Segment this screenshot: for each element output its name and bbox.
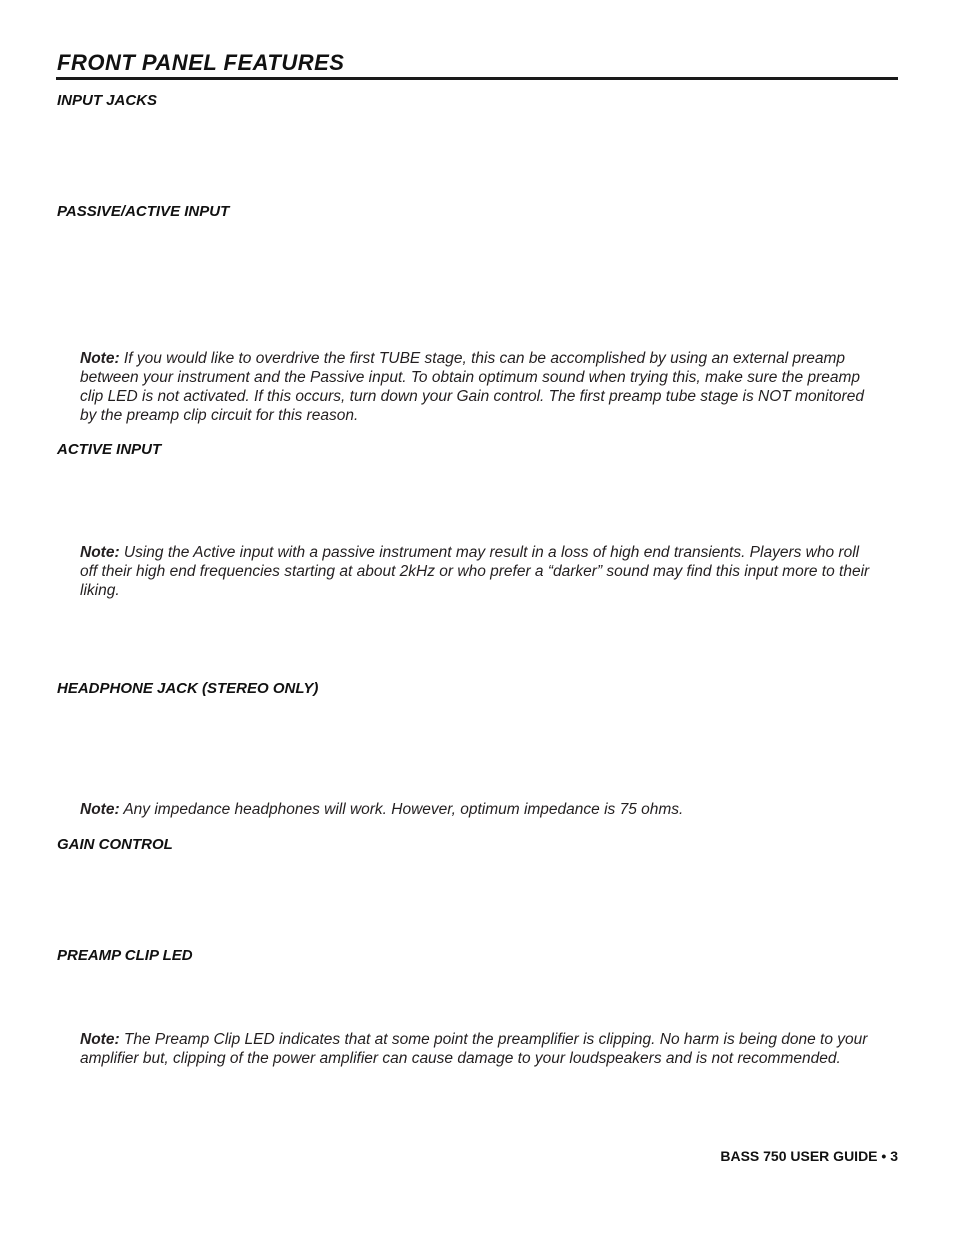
note-active-input (80, 543, 880, 600)
heading-gain-control: GAIN CONTROL (57, 836, 173, 853)
note-text: Any impedance headphones will work. However, optimum impedance is 75 ohms. (119, 801, 684, 818)
note-label: Note: (80, 544, 120, 561)
note-text: The Preamp Clip LED indicates that at some point the preamplifier is clipping. No harm is being done to your amplifier but, clipping of the power amplifier can cause damage to your loudspeakers and is not recommended. (80, 1031, 868, 1067)
heading-preamp-clip-led: PREAMP CLIP LED (57, 947, 193, 964)
note-text: Using the Active input with a passive instrument may result in a loss of high end transients. Players who roll off their high end frequencies starting at about 2kHz or who prefer a “darker” sound may find this input more to their liking. (80, 544, 870, 599)
note-preamp-clip (80, 1030, 880, 1068)
page-number: 3 (890, 1148, 898, 1164)
heading-active-input: ACTIVE INPUT (57, 441, 162, 458)
note-label: Note: (80, 350, 120, 367)
page-footer (720, 1146, 898, 1166)
heading-input-jacks: INPUT JACKS (57, 92, 158, 109)
note-headphones (80, 800, 880, 819)
title-rule (56, 77, 898, 80)
note-passive-input (80, 349, 880, 425)
note-text: If you would like to overdrive the first TUBE stage, this can be accomplished by using an external preamp between your instrument and the Passive input. To obtain optimum sound when trying this, make sure the preamp clip LED is not activated. If this occurs, turn down your Gain control. The first preamp tube stage is NOT monitored by the preamp clip circuit for this reason. (80, 350, 864, 424)
page-title: FRONT PANEL FEATURES (57, 50, 345, 75)
heading-passive-active-input: PASSIVE/ACTIVE INPUT (57, 203, 230, 220)
note-label: Note: (80, 801, 120, 818)
note-label: Note: (80, 1031, 120, 1048)
footer-guide-name: BASS 750 USER GUIDE • (720, 1148, 891, 1164)
heading-headphone-jack: HEADPHONE JACK (STEREO ONLY) (57, 680, 319, 697)
